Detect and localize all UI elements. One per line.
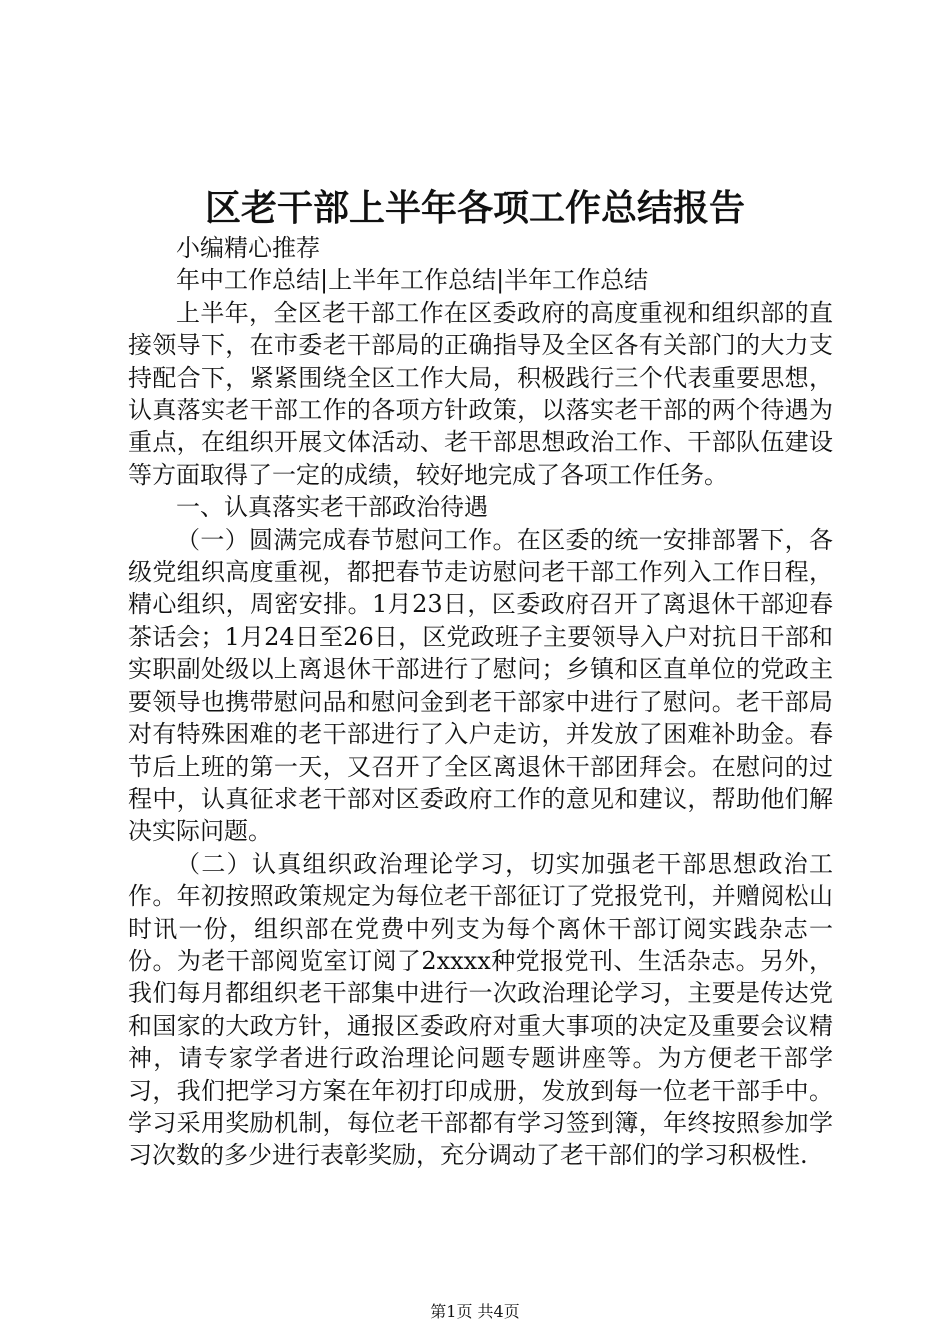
paragraph-intro: 上半年，全区老干部工作在区委政府的高度重视和组织部的直接领导下，在市委老干部局的正确指导及全区各有关部门的大力支持配合下，紧紧围绕全区工作大局，积极践行三个代表重要思想，认真落实老干部工作的各项方针政策，以落实老干部的两个待遇为重点，在组织开展文体活动、老干部思想政治工作、干部队伍建设等方面取得了一定的成绩，较好地完成了各项工作任务。 [128,298,833,489]
document-body [128,232,833,1172]
document-title: 区老干部上半年各项工作总结报告 [204,187,745,229]
section-heading-1: 一、认真落实老干部政治待遇 [176,493,488,522]
page-footer: 第1页 共4页 [430,1302,520,1321]
paragraph-spring-festival: （一）圆满完成春节慰问工作。在区委的统一安排部署下，各级党组织高度重视，都把春节走访慰问老干部工作列入工作日程，精心组织，周密安排。1月23日，区委政府召开了离退休干部迎春茶话会；1月24日至26日，区党政班子主要领导入户对抗日干部和实职副处级以上离退休干部进行了慰问；乡镇和区直单位的党政主要领导也携带慰问品和慰问金到老干部家中进行了慰问。老干部局对有特殊困难的老干部进行了入户走访，并发放了困难补助金。春节后上班的第一天，又召开了全区离退休干部团拜会。在慰问的过程中，认真征求老干部对区委政府工作的意见和建议，帮助他们解决实际问题。 [128,525,833,846]
related-links: 年中工作总结|上半年工作总结|半年工作总结 [176,266,649,295]
paragraph-political-study: （二）认真组织政治理论学习，切实加强老干部思想政治工作。年初按照政策规定为每位老干部征订了党报党刊，并赠阅松山时讯一份，组织部在党费中列支为每个离休干部订阅实践杂志一份。为老干部阅览室订阅了2xxxx种党报党刊、生活杂志。另外，我们每月都组织老干部集中进行一次政治理论学习，主要是传达党和国家的大政方针，通报区委政府对重大事项的决定及重要会议精神，请专家学者进行政治理论问题专题讲座等。为方便老干部学习，我们把学习方案在年初打印成册，发放到每一位老干部手中。学习采用奖励机制，每位老干部都有学习签到簿，年终按照参加学习次数的多少进行表彰奖励，充分调动了老干部们的学习积极性. [128,849,833,1170]
recommend-line: 小编精心推荐 [176,234,320,262]
